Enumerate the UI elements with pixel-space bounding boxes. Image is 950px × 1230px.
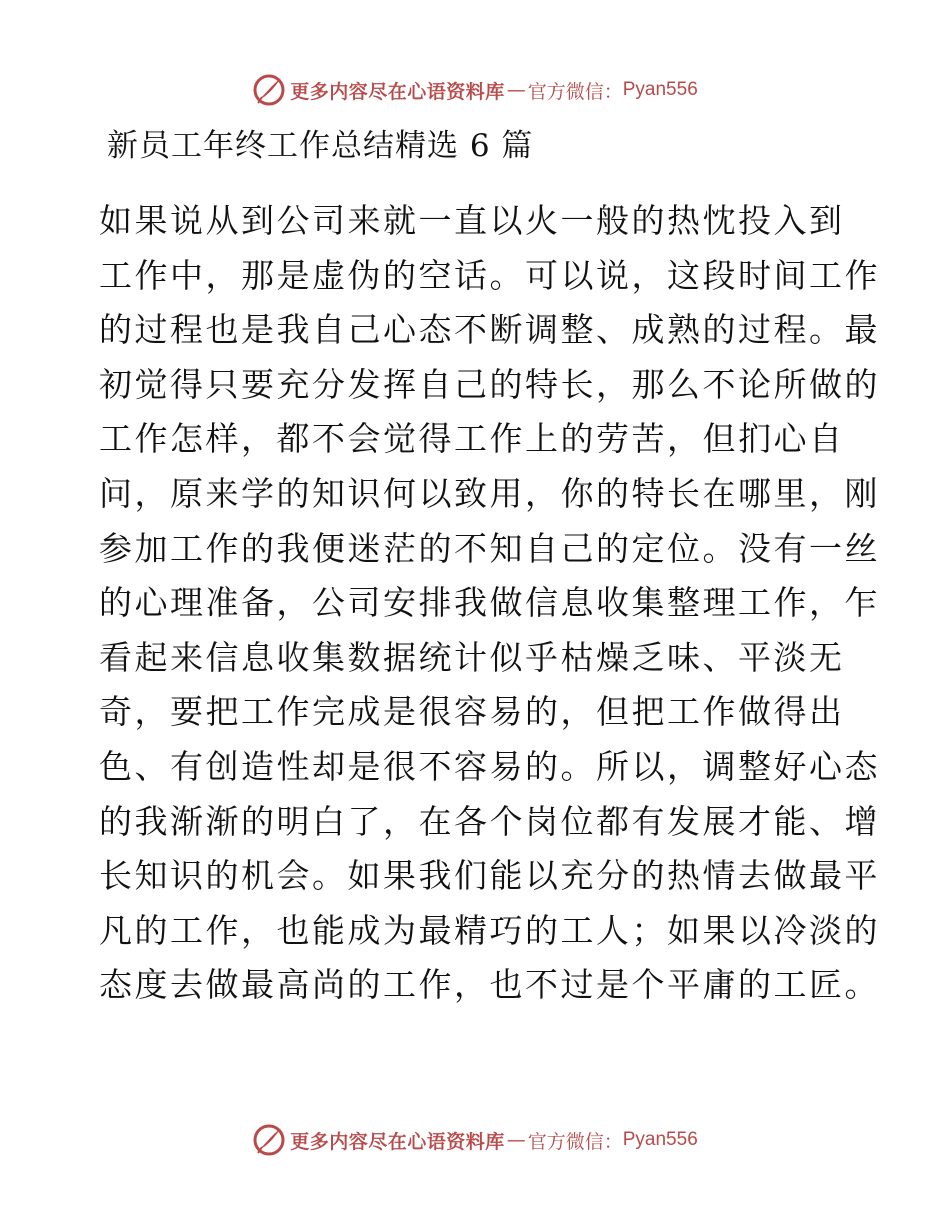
document-title: 新员工年终工作总结精选 6 篇 [107,128,534,164]
paragraph-line: 态度去做最高尚的工作，也不过是个平庸的工匠。 [99,965,880,1005]
paragraph-line: 的心理准备，公司安排我做信息收集整理工作，乍 [99,583,880,623]
banner-official-label: 官方微信： [527,1130,623,1153]
paragraph-line: 参加工作的我便迷茫的不知自己的定位。没有一丝 [99,528,880,568]
feather-quill-logo-icon [252,1123,286,1157]
paragraph-line: 如果说从到公司来就一直以火一般的热忱投入到 [99,201,845,240]
paragraph-line: 看起来信息收集数据统计似乎枯燥乏味、平淡无 [99,637,845,677]
paragraph-line: 色、有创造性却是很不容易的。所以，调整好心态 [99,746,880,786]
paragraph-line: 的我渐渐的明白了，在各个岗位都有发展才能、增 [99,801,880,841]
document-paragraph [99,194,880,1013]
paragraph-line: 的过程也是我自己心态不断调整、成熟的过程。最 [99,310,880,350]
paragraph-line: 奇，要把工作完成是很容易的，但把工作做得出 [99,692,845,732]
paragraph-line: 工作怎样，都不会觉得工作上的劳苦，但扪心自 [99,419,845,459]
paragraph-line: 长知识的机会。如果我们能以充分的热情去做最平 [99,856,880,896]
banner-wechat-id: Pyan556 [622,79,698,100]
banner-site-text: 更多内容尽在心语资料库 [290,1130,505,1153]
paragraph-line: 工作中，那是虚伪的空话。可以说，这段时间工作 [99,255,880,295]
banner-separator: — [506,79,526,101]
banner-separator: — [506,1129,526,1151]
paragraph-line: 凡的工作，也能成为最精巧的工人；如果以冷淡的 [99,910,880,950]
feather-quill-logo-icon [252,73,286,107]
paragraph-line: 问，原来学的知识何以致用，你的特长在哪里，刚 [99,473,880,513]
banner-official-label: 官方微信： [527,80,623,103]
banner-site-text: 更多内容尽在心语资料库 [290,80,505,103]
header-banner [0,70,950,110]
footer-banner [0,1120,950,1160]
banner-wechat-id: Pyan556 [622,1129,698,1150]
paragraph-line: 初觉得只要充分发挥自己的特长，那么不论所做的 [99,364,880,404]
